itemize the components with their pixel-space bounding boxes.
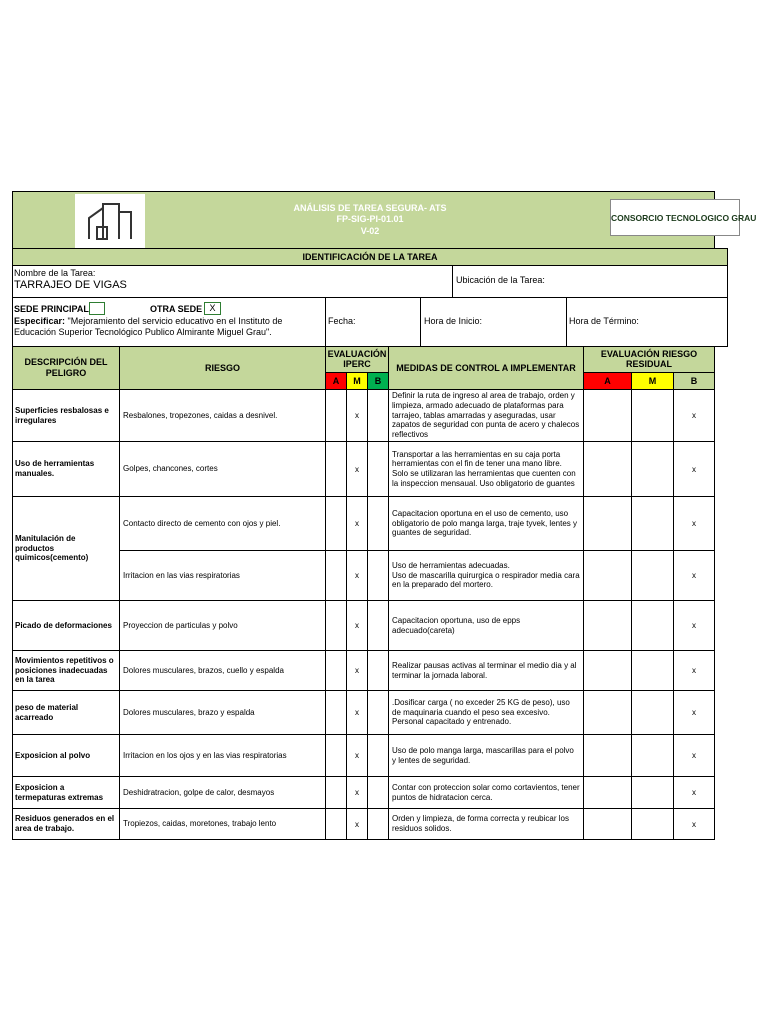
hazard-text: Superficies resbalosas e irregulares [15, 405, 109, 425]
col-header-residual: EVALUACIÓN RIESGO RESIDUAL [584, 347, 715, 373]
risk-cell [120, 735, 326, 777]
measures-cell [389, 390, 584, 442]
risk-cell-text: Dolores musculares, brazo y espalda [123, 707, 255, 717]
residual-b-cell-text: x [692, 464, 696, 474]
hazard-cell [12, 601, 120, 651]
specify-label: Especificar: [14, 316, 66, 326]
residual-m-cell [632, 777, 674, 809]
measures-cell-text: Orden y limpieza, de forma correcta y reubicar los residuos solidos. [392, 814, 569, 833]
measures-cell-text: Capacitacion oportuna en el uso de cemento, uso obligatorio de polo manga larga, traje tyvek, lentes y guantes de seguridad. [392, 508, 577, 538]
risk-cell-text: Irritacion en las vias respiratorias [123, 570, 240, 580]
date-label: Fecha: [328, 316, 356, 326]
eval-m-cell-text: x [355, 708, 359, 717]
eval-m-cell-text: x [355, 819, 359, 829]
residual-a-cell [584, 809, 632, 840]
eval-m-cell [347, 551, 368, 601]
risk-cell [120, 497, 326, 551]
header-title-block [250, 200, 490, 240]
measures-cell [389, 551, 584, 601]
specify-value: "Mejoramiento del servicio educativo en el Instituto de Educación Superior Tecnológico Publico Almirante Miguel Grau". [14, 316, 283, 337]
risk-cell [120, 651, 326, 691]
eval-m-cell [347, 497, 368, 551]
residual-b-cell-text: x [692, 621, 696, 630]
measures-cell [389, 601, 584, 651]
residual-m-cell [632, 497, 674, 551]
divider [420, 297, 421, 347]
hazard-cell [12, 777, 120, 809]
residual-b-cell [674, 651, 715, 691]
main-site-checkbox[interactable] [89, 302, 105, 315]
risk-cell-text: Proyeccion de particulas y polvo [123, 620, 238, 630]
hazard-text: Manitulación de productos quimicos(cemento) [15, 533, 89, 563]
eval-m-cell-text: x [355, 411, 359, 420]
residual-b-cell-text: x [692, 751, 696, 760]
risk-cell [120, 691, 326, 735]
residual-b-cell [674, 390, 715, 442]
residual-b-cell [674, 601, 715, 651]
end-time-label: Hora de Término: [569, 316, 639, 326]
eval-a-cell [326, 497, 347, 551]
residual-b-cell-text: x [692, 788, 696, 797]
residual-m-cell [632, 651, 674, 691]
eval-a-cell [326, 777, 347, 809]
start-time-label: Hora de Inicio: [424, 316, 483, 326]
residual-m-cell [632, 691, 674, 735]
measures-cell-text: Realizar pausas activas al terminar el medio dia y al terminar la jornada laboral. [392, 660, 577, 680]
eval-m-cell-text: x [355, 464, 359, 474]
eval-b-cell [368, 809, 389, 840]
eval-m-cell-text: x [355, 666, 359, 675]
residual-b-cell-text: x [692, 411, 696, 420]
residual-level-b: B [674, 373, 715, 390]
hazard-text: Uso de herramientas manuales. [15, 459, 95, 478]
residual-b-cell-text: x [692, 708, 696, 717]
residual-a-cell [584, 442, 632, 497]
residual-level-a: A [584, 373, 632, 390]
measures-cell-text: Definir la ruta de ingreso al area de trabajo, orden y limpieza, armado adecuado de plataformas para tarrajeo, tablas amarradas y aseguradas, usar zapatos de seguridad con punta de acero y chalecos reflectivos [392, 391, 580, 440]
document-version: V-02 [360, 225, 380, 236]
hazard-text: Picado de deformaciones [15, 620, 112, 630]
document-code: FP-SIG-PI-01.01 [336, 214, 404, 225]
eval-a-cell [326, 442, 347, 497]
residual-b-cell-text: x [692, 571, 696, 580]
residual-b-cell [674, 551, 715, 601]
risk-cell [120, 601, 326, 651]
residual-m-cell [632, 442, 674, 497]
residual-b-cell [674, 497, 715, 551]
measures-cell [389, 735, 584, 777]
hazard-cell [12, 390, 120, 442]
divider [325, 297, 326, 347]
task-name-label: Nombre de la Tarea: [14, 268, 96, 278]
measures-cell [389, 691, 584, 735]
measures-cell [389, 497, 584, 551]
residual-b-cell-text: x [692, 819, 696, 829]
col-header-risk: RIESGO [120, 347, 326, 390]
eval-m-cell [347, 601, 368, 651]
other-site-checkbox[interactable]: X [204, 302, 221, 315]
risk-cell-text: Tropiezos, caidas, moretones, trabajo lento [123, 819, 277, 829]
residual-a-cell [584, 390, 632, 442]
risk-cell-text: Contacto directo de cemento con ojos y piel. [123, 518, 281, 528]
residual-a-cell [584, 691, 632, 735]
task-name-cell [12, 265, 453, 297]
residual-level-m: M [632, 373, 674, 390]
hazard-cell [12, 691, 120, 735]
eval-b-cell [368, 691, 389, 735]
residual-m-cell [632, 551, 674, 601]
measures-cell [389, 777, 584, 809]
hazard-cell [12, 735, 120, 777]
eval-b-cell [368, 551, 389, 601]
eval-m-cell-text: x [355, 751, 359, 760]
risk-cell-text: Resbalones, tropezones, caidas a desnivel. [123, 410, 278, 420]
eval-m-cell-text: x [355, 788, 359, 797]
hazard-text: Exposicion a termepaturas extremas [15, 782, 104, 802]
col-header-measures: MEDIDAS DE CONTROL A IMPLEMENTAR [389, 347, 584, 390]
residual-a-cell [584, 601, 632, 651]
measures-cell-text: Uso de herramientas adecuadas. Uso de mascarilla quirurgica o respirador media cara en la preparado del mortero. [392, 560, 580, 590]
eval-b-cell [368, 497, 389, 551]
hazard-text: Residuos generados en el area de trabajo. [15, 814, 115, 833]
residual-b-cell-text: x [692, 666, 696, 675]
company-logo-right [610, 199, 757, 236]
hazard-text: Exposicion al polvo [15, 750, 91, 760]
residual-a-cell [584, 651, 632, 691]
residual-b-cell [674, 691, 715, 735]
risk-cell [120, 551, 326, 601]
residual-b-cell [674, 809, 715, 840]
document-title: ANÁLISIS DE TAREA SEGURA- ATS [293, 203, 447, 214]
eval-b-cell [368, 442, 389, 497]
eval-b-cell [368, 777, 389, 809]
specify-block [14, 316, 319, 338]
risk-cell-text: Irritacion en los ojos y en las vias respiratorias [123, 750, 287, 760]
measures-cell-text: Uso de polo manga larga, mascarillas para el polvo y lentes de seguridad. [392, 745, 574, 765]
residual-a-cell [584, 777, 632, 809]
eval-a-cell [326, 551, 347, 601]
eval-level-m: M [347, 373, 368, 390]
residual-b-cell [674, 735, 715, 777]
eval-m-cell [347, 691, 368, 735]
task-name-value: TARRAJEO DE VIGAS [14, 278, 127, 291]
residual-m-cell [632, 735, 674, 777]
eval-m-cell [347, 809, 368, 840]
measures-cell-text: Capacitacion oportuna, uso de epps adecuado(careta) [392, 615, 521, 635]
residual-a-cell [584, 551, 632, 601]
eval-b-cell [368, 390, 389, 442]
eval-m-cell [347, 651, 368, 691]
residual-m-cell [632, 809, 674, 840]
eval-a-cell [326, 390, 347, 442]
eval-a-cell [326, 601, 347, 651]
eval-a-cell [326, 735, 347, 777]
measures-cell [389, 651, 584, 691]
eval-m-cell-text: x [355, 519, 359, 528]
eval-m-cell-text: x [355, 571, 359, 580]
section-title: IDENTIFICACIÓN DE LA TAREA [12, 248, 728, 265]
col-header-eval: EVALUACIÓN IPERC [326, 347, 389, 373]
measures-cell-text: Contar con proteccion solar como cortavientos, tener puntos de hidratacion cerca. [392, 782, 580, 802]
hazard-cell [12, 497, 120, 601]
hazard-cell [12, 809, 120, 840]
measures-cell [389, 809, 584, 840]
eval-b-cell [368, 735, 389, 777]
residual-m-cell [632, 601, 674, 651]
risk-cell-text: Dolores musculares, brazos, cuello y espalda [123, 665, 284, 675]
risk-cell-text: Deshidratracion, golpe de calor, desmayos [123, 787, 275, 797]
eval-a-cell [326, 691, 347, 735]
risk-cell-text: Golpes, chancones, cortes [123, 464, 218, 474]
hazard-cell [12, 651, 120, 691]
residual-b-cell [674, 777, 715, 809]
residual-b-cell [674, 442, 715, 497]
eval-m-cell-text: x [355, 621, 359, 630]
risk-cell [120, 442, 326, 497]
right-logo-text: CONSORCIO TECNOLOGICO GRAU [611, 212, 757, 223]
other-site-label: OTRA SEDE [150, 304, 203, 314]
risk-cell [120, 390, 326, 442]
eval-m-cell [347, 442, 368, 497]
measures-cell-text: Transportar a las herramientas en su caja porta herramientas con el fin de tener una mano libre. Solo se utilizaran las herramientas que cuenten con la inspeccion mensaual. Uso obligatorio de guantes [392, 449, 576, 488]
eval-level-b: B [368, 373, 389, 390]
eval-b-cell [368, 651, 389, 691]
risk-cell [120, 809, 326, 840]
eval-m-cell [347, 390, 368, 442]
residual-m-cell [632, 390, 674, 442]
eval-a-cell [326, 651, 347, 691]
risk-cell [120, 777, 326, 809]
eval-a-cell [326, 809, 347, 840]
eval-b-cell [368, 601, 389, 651]
eval-m-cell [347, 735, 368, 777]
col-header-hazard: DESCRIPCIÓN DEL PELIGRO [12, 347, 120, 390]
divider [566, 297, 567, 347]
hazard-cell [12, 442, 120, 497]
measures-cell-text: .Dosificar carga ( no exceder 25 KG de peso), uso de maquinaria cuando el peso sea excesivo. Personal capacitado y entrenado. [392, 697, 570, 727]
hazard-text: Movimientos repetitivos o posiciones inadecuadas en la tarea [15, 655, 114, 685]
task-location-label: Ubicación de la Tarea: [456, 274, 545, 285]
eval-m-cell [347, 777, 368, 809]
measures-cell [389, 442, 584, 497]
eval-level-a: A [326, 373, 347, 390]
main-site-label: SEDE PRINCIPAL [14, 304, 89, 314]
hazard-text: peso de material acarreado [15, 702, 79, 722]
residual-a-cell [584, 735, 632, 777]
residual-b-cell-text: x [692, 519, 696, 528]
residual-a-cell [584, 497, 632, 551]
building-icon [75, 194, 145, 246]
